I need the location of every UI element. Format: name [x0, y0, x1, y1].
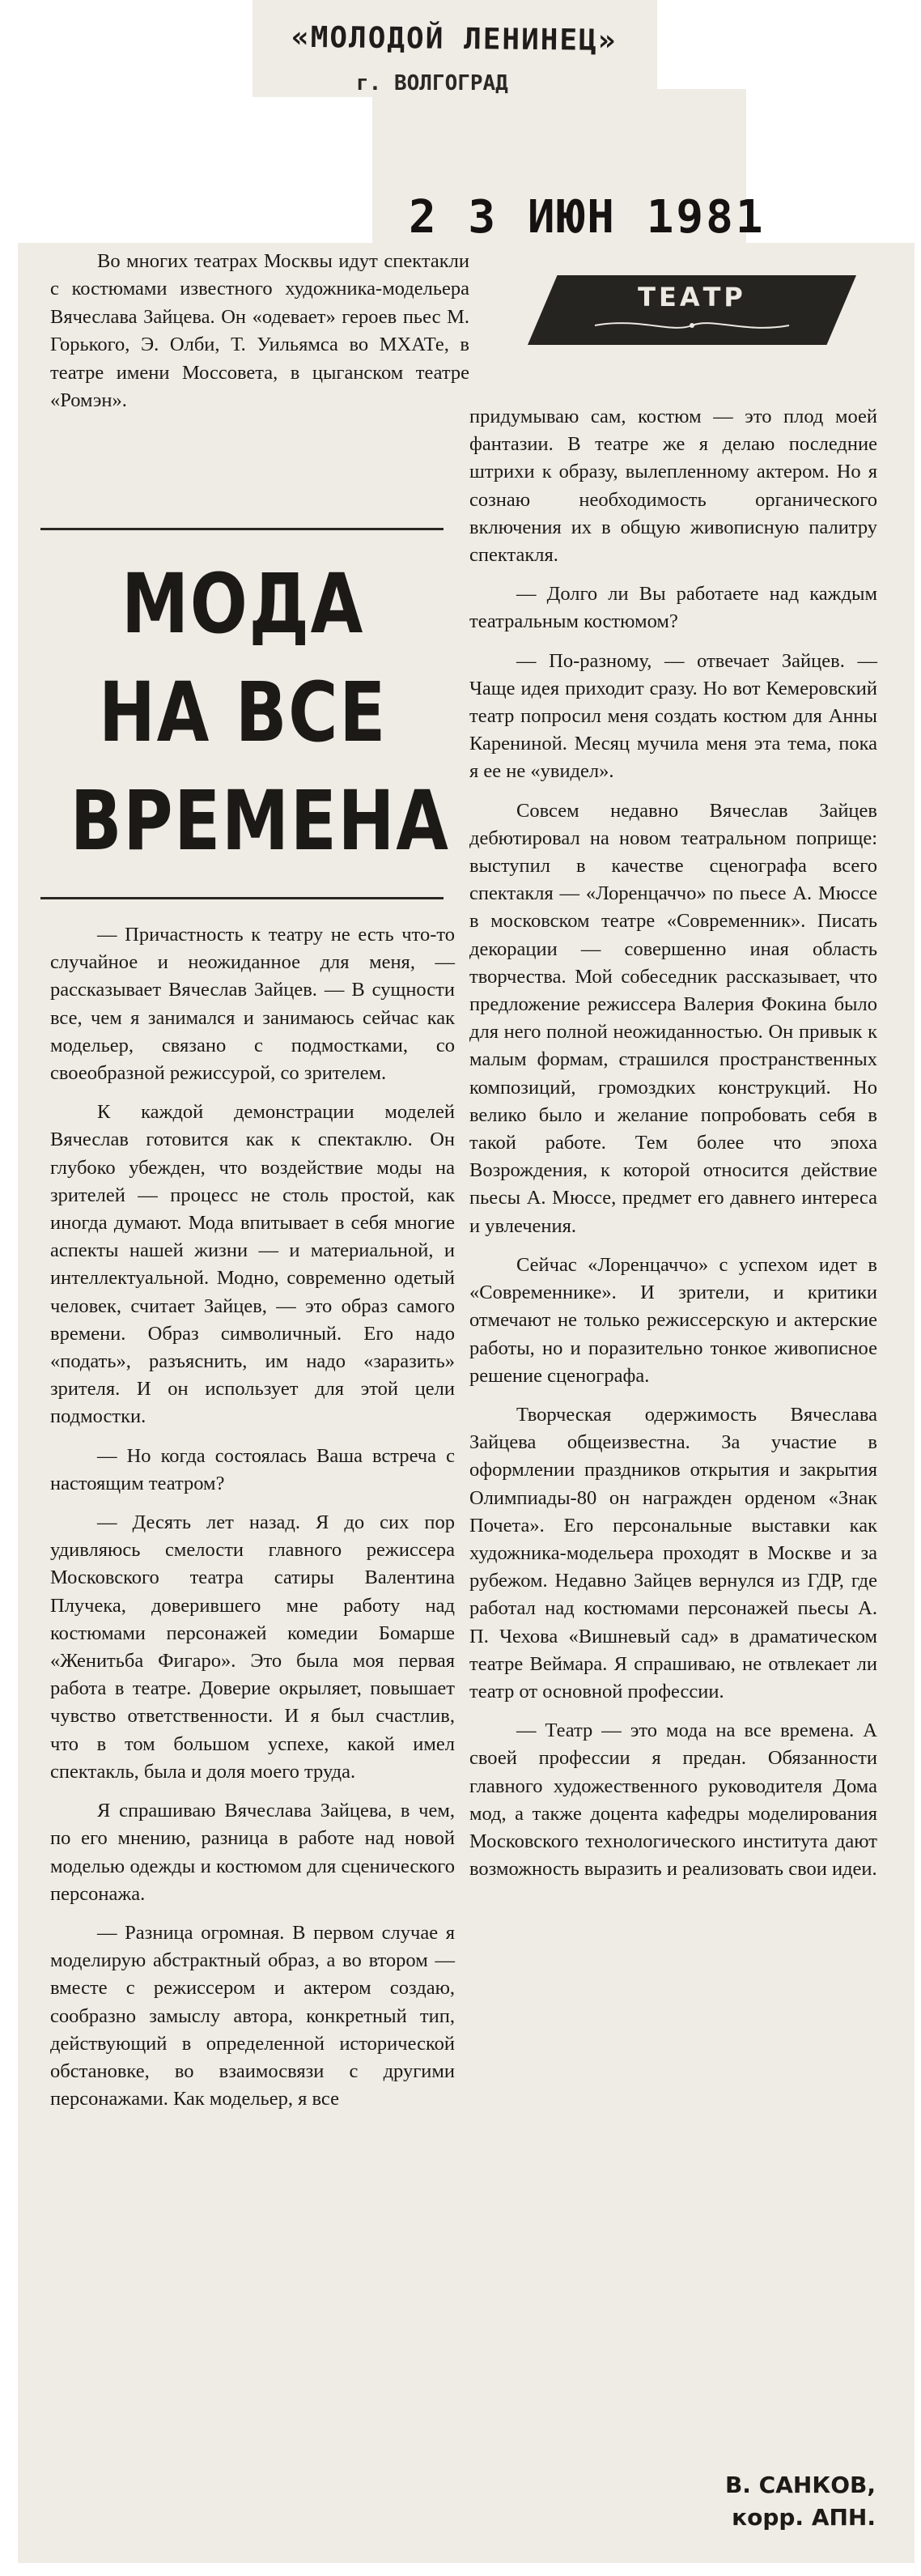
author-signature — [657, 2469, 876, 2534]
article-paragraph: — Причастность к театру не есть что-то случайное и неожиданное для меня, — рассказывает Вячеслав Зайцев. — В сущности все, чем я занимался и занимаюсь сейчас как модельер, связано с подмостками, со своеобразной режиссурой, со зрителем. — [50, 924, 455, 1085]
title-divider-top — [40, 528, 444, 530]
author-name: В. САНКОВ, — [724, 2472, 876, 2498]
intro-paragraph: Во многих театрах Москвы идут спектакли с костюмами известного художника-модельера Вячеслава Зайцева. Он «одевает» героев пьес М. Горького, Э. Олби, Т. Уильямса во МХАТе, в театре имени Моссовета, в цыганском театре «Ромэн». — [50, 250, 469, 412]
article-paragraph: — Но когда состоялась Ваша встреча с настоящим театром? — [50, 1444, 455, 1494]
article-paragraph: — По-разному, — отвечает Зайцев. — Чаще идея приходит сразу. Но вот Кемеровский театр попросил меня создать костюм для Анны Карениной. Месяц мучила меня эта тема, пока я ее не «увидел». — [469, 649, 877, 783]
article-paragraph: Совсем недавно Вячеслав Зайцев дебютировал на новом театральном поприще: выступил в качестве сценографа всего спектакля — «Лоренцаччо» по пьесе А. Мюссе в московском театре «Современник». Писать декорации — совершенно иная область творчества. Мой собеседник рассказывает, что предложение режиссера Валерия Фокина было для него полной неожиданностью. Он привык к малым формам, страшился пространственных композиций, громоздких конструкций. Но велико было и желание попробовать себя в такой работе. Тем более что эпоха Возрождения, к которой относится действие пьесы А. Мюссе, предмет его давнего интереса и увлечения. — [469, 799, 877, 1237]
article-paragraph: — Долго ли Вы работаете над каждым театральным костюмом? — [469, 583, 877, 633]
article-paragraph: придумываю сам, костюм — это плод моей фантазии. В театре же я делаю последние штрихи к образу, вылепленному актером. Но я сознаю необходимость органического включения их в общую живописную палитру спектакля. — [469, 406, 877, 567]
article-paragraph: Сейчас «Лоренцаччо» с успехом идет в «Современнике». И зрители, и критики отмечают не только режиссерскую и актерские работы, но и поразительно тонкое живописное решение сценографа. — [469, 1253, 877, 1387]
article-paragraph: К каждой демонстрации моделей Вячеслав готовится как к спектаклю. Он глубоко убежден, что воздействие моды на зрителей — процесс не столь простой, как иногда думают. Мода впитывает в себя многие аспекты нашей жизни — и материальной, и интеллектуальной. Модно, современно одетый человек, считает Зайцев, — это образ самого времени. Образ символичный. Его надо «подать», разъяснить, им надо «заразить» зрителя. И он использует для этой цели подмостки. — [50, 1101, 455, 1428]
author-role: корр. АПН. — [732, 2504, 876, 2531]
title-divider-bottom — [40, 897, 444, 899]
article-paragraph: Творческая одержимость Вячеслава Зайцева общеизвестна. За участие в оформлении праздников открытия и закрытия Олимпиады-80 он награжден орденом «Знак Почета». Его персональные выставки как художника-модельера проходят в Москве и за рубежом. Недавно Зайцев вернулся из ГДР, где работал над костюмами персонажей пьесы А. П. Чехова «Вишневый сад» в драматическом театре Веймара. Я спрашиваю, не отвлекает ли театр от основной профессии. — [469, 1403, 877, 1702]
date-stamp: 2 3 ИЮН 1981 — [409, 191, 766, 244]
article-intro — [50, 248, 469, 426]
title-line: ВРЕМЕНА — [70, 773, 450, 869]
article-paragraph: — Театр — это мода на все времена. А своей профессии я предан. Обязанности главного художественного руководителя Дома мод, а также доцента кафедры моделирования Московского технологического института дают возможность выразить и реализовать свои идеи. — [469, 1719, 877, 1881]
rubric-ornament-icon — [591, 316, 793, 335]
title-line: МОДА — [121, 556, 365, 653]
article-column-left — [50, 921, 455, 2124]
article-paragraph: — Десять лет назад. Я до сих пор удивляюсь смелости главного режиссера Московского театра сатиры Валентина Плучека, доверившего мне работу над костюмами персонажей комедии Бомарше «Женитьба Фигаро». Это была моя первая работа в театре. Доверие окрыляет, повышает чувство ответственности. И я был счастлив, что в том большом успехе, какой имел спектакль, была и доля моего труда. — [50, 1511, 455, 1783]
article-title — [70, 550, 450, 876]
newspaper-stamp: «МОЛОДОЙ ЛЕНИНЕЦ» — [291, 20, 618, 57]
article-column-right — [469, 403, 877, 1894]
rubric-label: ТЕАТР — [638, 282, 746, 312]
article-paragraph: — Разница огромная. В первом случае я моделирую абстрактный образ, а во втором — вместе с режиссером и актером создаю, сообразно замыслу автора, конкретный тип, действующий в определенной исторической обстановке, во взаимосвязи с другими персонажами. Как модельер, я все — [50, 1921, 455, 2111]
city-stamp: г. ВОЛГОГРАД — [356, 71, 508, 96]
article-paragraph: Я спрашиваю Вячеслава Зайцева, в чем, по его мнению, разница в работе над новой моделью одежды и костюмом для сценического персонажа. — [50, 1800, 455, 1905]
title-line: НА ВСЕ — [99, 665, 387, 761]
